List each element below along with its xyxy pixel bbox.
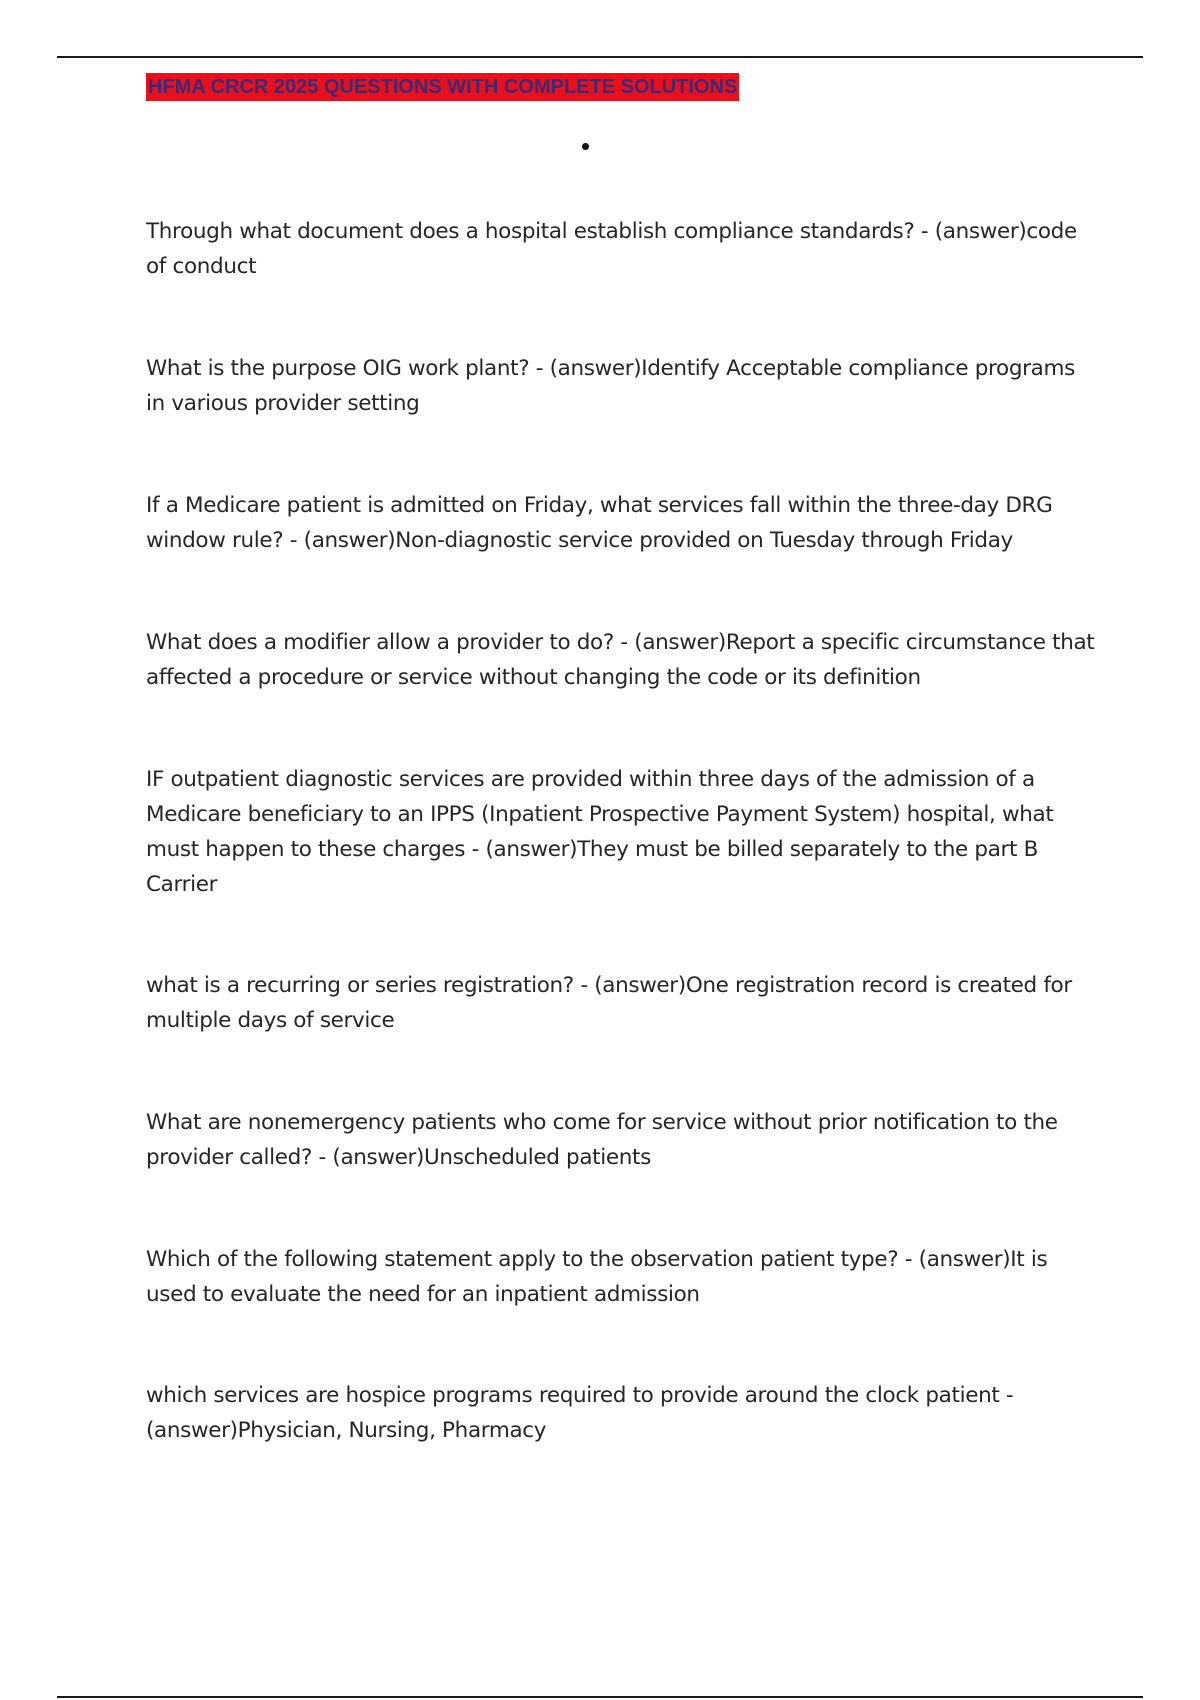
qa-item-1: Through what document does a hospital establish compliance standards? - (answer)code of conduct [146, 219, 1077, 279]
qa-item-4: What does a modifier allow a provider to do? - (answer)Report a specific circumstance that affected a procedure or service without changing the code or its definition [146, 630, 1095, 690]
qa-item-7: What are nonemergency patients who come for service without prior notification to the provider called? - (answer)Unscheduled patients [146, 1110, 1058, 1170]
header-rule [57, 56, 1143, 58]
qa-item-9: which services are hospice programs required to provide around the clock patient - (answer)Physician, Nursing, Pharmacy [146, 1383, 1014, 1443]
document-title: HFMA CRCR 2025 QUESTIONS WITH COMPLETE SOLUTIONS [146, 73, 739, 101]
qa-item-2: What is the purpose OIG work plant? - (answer)Identify Acceptable compliance programs in various provider setting [146, 356, 1075, 416]
footer-rule [57, 1696, 1143, 1698]
qa-item-6: what is a recurring or series registration? - (answer)One registration record is created for multiple days of service [146, 973, 1072, 1033]
qa-item-8: Which of the following statement apply to the observation patient type? - (answer)It is used to evaluate the need for an inpatient admission [146, 1247, 1048, 1307]
bullet-point [582, 143, 589, 150]
qa-item-5: IF outpatient diagnostic services are provided within three days of the admission of a Medicare beneficiary to an IPPS (Inpatient Prospective Payment System) hospital, what must happen to these charges - (answer)They must be billed separately to the part B Carrier [146, 767, 1054, 897]
qa-item-3: If a Medicare patient is admitted on Friday, what services fall within the three-day DRG window rule? - (answer)Non-diagnostic service provided on Tuesday through Friday [146, 493, 1053, 553]
